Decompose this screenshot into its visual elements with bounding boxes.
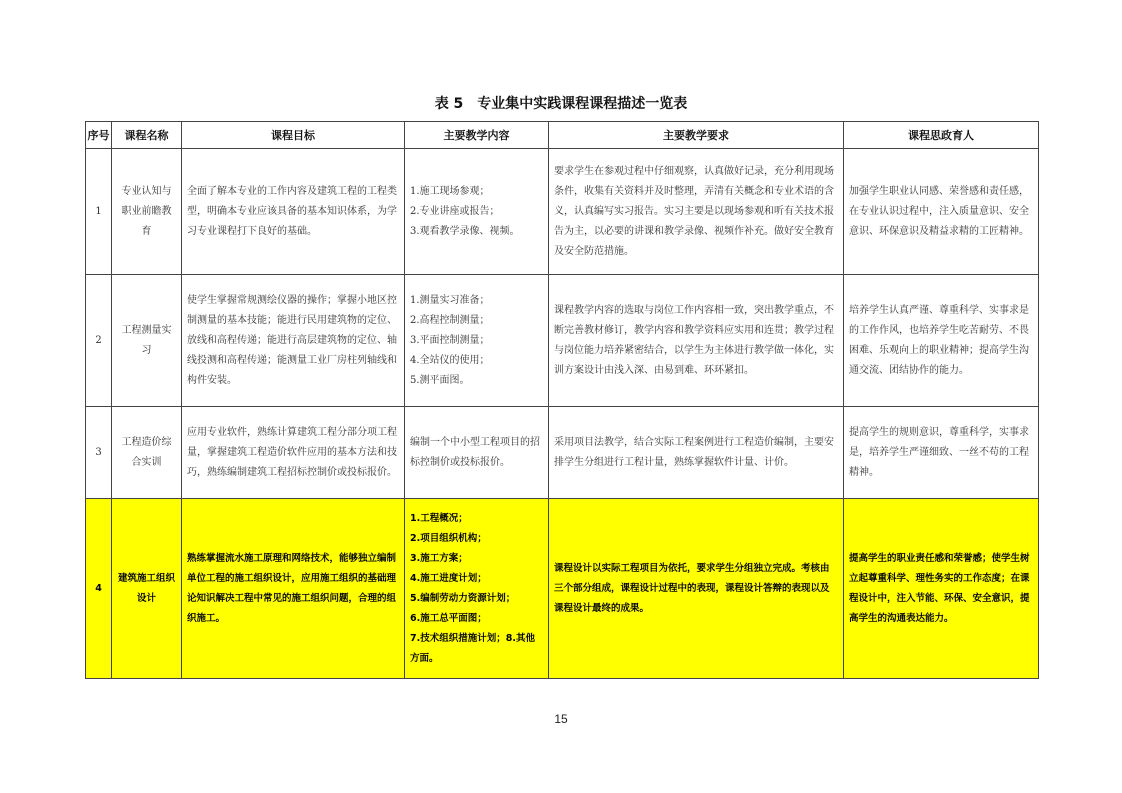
course-ideology: 提高学生的职业责任感和荣誉感；使学生树立起尊重科学、理性务实的工作态度；在课程设计中，注入节能、环保、安全意识，提高学生的沟通表达能力。 (844, 499, 1039, 679)
col-header-ideology: 课程思政育人 (844, 122, 1039, 149)
course-goal: 使学生掌握常规测绘仪器的操作；掌握小地区控制测量的基本技能；能进行民用建筑物的定位、放线和高程传递；能进行高层建筑物的定位、轴线投测和高程传递；能测量工业厂房柱列轴线和构件安装。 (182, 275, 405, 407)
course-ideology: 加强学生职业认同感、荣誉感和责任感，在专业认识过程中，注入质量意识、安全意识、环保意识及精益求精的工匠精神。 (844, 149, 1039, 275)
content-item: 1.施工现场参观； (410, 185, 490, 197)
col-header-content: 主要教学内容 (405, 122, 549, 149)
table-title: 表 5 专业集中实践课程课程描述一览表 (434, 96, 688, 112)
table-row (86, 407, 1039, 499)
course-ideology: 提高学生的规则意识，尊重科学，实事求是，培养学生严谨细致、一丝不苟的工程精神。 (844, 407, 1039, 499)
course-requirements: 课程设计以实际工程项目为依托，要求学生分组独立完成。考核由三个部分组成，课程设计过程中的表现，课程设计答辩的表现以及课程设计最终的成果。 (549, 499, 844, 679)
content-item: 5.编制劳动力资源计划； (410, 592, 516, 604)
table-row (86, 275, 1039, 407)
course-content (405, 275, 549, 407)
table-row-highlighted (86, 499, 1039, 679)
col-header-index: 序号 (86, 122, 112, 149)
course-content (405, 407, 549, 499)
course-content (405, 149, 549, 275)
course-goal: 应用专业软件，熟练计算建筑工程分部分项工程量，掌握建筑工程造价软件应用的基本方法和技巧，熟练编制建筑工程招标控制价或投标报价。 (182, 407, 405, 499)
course-name: 专业认知与职业前瞻教育 (112, 149, 182, 275)
content-item: 1.测量实习准备； (410, 294, 490, 306)
row-index: 4 (86, 499, 112, 679)
content-item: 4.施工进度计划； (410, 572, 487, 584)
content-item: 3.观看教学录像、视频。 (410, 225, 520, 237)
content-item: 5.测平面图。 (410, 374, 470, 386)
course-table (85, 121, 1039, 679)
content-item: 1.工程概况； (410, 512, 468, 524)
course-requirements: 采用项目法教学，结合实际工程案例进行工程造价编制，主要安排学生分组进行工程计量，熟练掌握软件计量、计价。 (549, 407, 844, 499)
course-ideology: 培养学生认真严谨、尊重科学、实事求是的工作作风，也培养学生吃苦耐劳、不畏困难、乐观向上的职业精神；提高学生沟通交流、团结协作的能力。 (844, 275, 1039, 407)
row-index: 1 (86, 149, 112, 275)
page-number: 15 (554, 712, 568, 726)
course-content (405, 499, 549, 679)
col-header-name: 课程名称 (112, 122, 182, 149)
course-name: 建筑施工组织设计 (112, 499, 182, 679)
content-item: 2.高程控制测量； (410, 314, 490, 326)
content-item: 编制一个中小型工程项目的招标控制价或投标报价。 (410, 436, 540, 468)
course-goal: 熟练掌握流水施工原理和网络技术，能够独立编制单位工程的施工组织设计，应用施工组织的基础理论知识解决工程中常见的施工组织问题，合理的组织施工。 (182, 499, 405, 679)
content-item: 7.技术组织措施计划；8.其他方面。 (410, 632, 535, 664)
content-item: 2.项目组织机构； (410, 532, 487, 544)
course-name: 工程测量实习 (112, 275, 182, 407)
col-header-goal: 课程目标 (182, 122, 405, 149)
table-row (86, 149, 1039, 275)
content-item: 3.施工方案； (410, 552, 468, 564)
content-item: 6.施工总平面图； (410, 612, 487, 624)
course-requirements: 要求学生在参观过程中仔细观察，认真做好记录，充分利用现场条件，收集有关资料并及时整理，弄清有关概念和专业术语的含义，认真编写实习报告。实习主要是以现场参观和听有关技术报告为主，以必要的讲课和教学录像、视频作补充。做好安全教育及安全防范措施。 (549, 149, 844, 275)
content-item: 2.专业讲座或报告； (410, 205, 500, 217)
course-requirements: 课程教学内容的选取与岗位工作内容相一致，突出教学重点，不断完善教材修订，教学内容和教学资料应实用和连贯；教学过程与岗位能力培养紧密结合，以学生为主体进行教学做一体化，实训方案设计由浅入深、由易到难、环环紧扣。 (549, 275, 844, 407)
row-index: 2 (86, 275, 112, 407)
course-goal: 全面了解本专业的工作内容及建筑工程的工程类型，明确本专业应该具备的基本知识体系，为学习专业课程打下良好的基础。 (182, 149, 405, 275)
content-item: 3.平面控制测量； (410, 334, 490, 346)
content-item: 4.全站仪的使用； (410, 354, 490, 366)
col-header-requirements: 主要教学要求 (549, 122, 844, 149)
row-index: 3 (86, 407, 112, 499)
header-row (86, 122, 1039, 149)
course-name: 工程造价综合实训 (112, 407, 182, 499)
